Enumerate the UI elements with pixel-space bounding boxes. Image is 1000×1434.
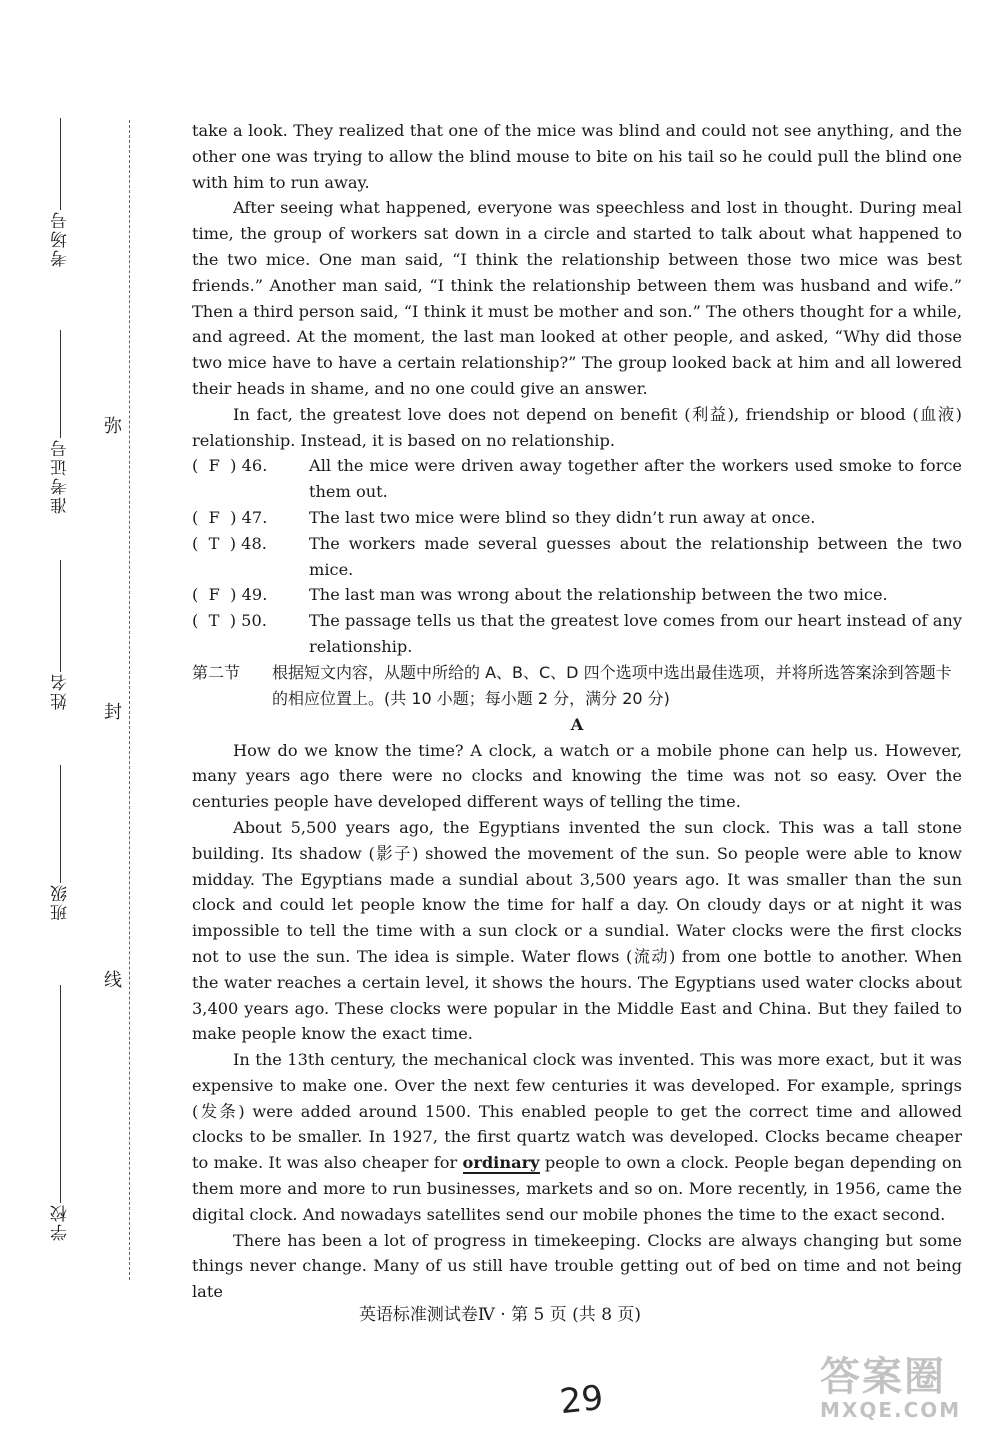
watermark-url: MXQE.COM: [820, 1398, 962, 1422]
tf-answer-mark: ( F ) 47.: [192, 507, 268, 527]
name-underline: [60, 560, 61, 672]
tf-answer-mark: ( F ) 49.: [192, 585, 268, 605]
school-field: [40, 985, 80, 1241]
tf-question-46: [192, 453, 962, 505]
school-label: 学校: [50, 1203, 71, 1241]
admission-no-field: [40, 330, 80, 514]
tf-question-50: [192, 608, 962, 660]
name-field: [40, 560, 80, 710]
section-two-instruction: [192, 660, 962, 712]
exam-room-field: [40, 118, 80, 267]
passage-a-paragraph-2: About 5,500 years ago, the Egyptians invented the sun clock. This was a tall stone building. Its shadow (影子) showed the movement of the sun. So people were able to know midday. The Egyptians made a sundial about 3,500 years ago. It was smaller than the sun clock and could let people know the time for half a day. On cloudy days or at night it was impossible to tell the time with a sun clock or a sundial. Water clocks were the first clocks not to use the sun. The idea is simple. Water flows (流动) from one bottle to another. When the water reaches a certain level, it shows the hours. The Egyptians used water clocks about 3,400 years ago. These clocks were popular in the Middle East and China. But they failed to make people know the exact time.: [192, 817, 962, 1044]
passage-continuation: take a look. They realized that one of the mice was blind and could not see anything, and the other one was trying to allow the blind mouse to bite on his tail so he could pull the blind one with him to run away.: [192, 121, 962, 192]
tf-question-text: The last two mice were blind so they didn’t run away at once.: [309, 507, 816, 527]
seal-char-xian: 线: [104, 970, 122, 991]
passage-a-title: A: [570, 714, 584, 734]
passage-a-paragraph-3: [192, 1047, 962, 1228]
tf-question-text: All the mice were driven away together after the workers used smoke to force them out.: [309, 456, 962, 502]
handwritten-page-number: 29: [558, 1377, 606, 1423]
seal-dashed-line: [129, 120, 130, 1280]
admission-no-underline: [60, 330, 61, 438]
tf-question-47: [192, 505, 962, 531]
class-label: 班级: [50, 883, 71, 921]
tf-question-text: The passage tells us that the greatest love comes from our heart instead of any relationship.: [309, 611, 962, 656]
tf-question-text: The last man was wrong about the relationship between the two mice.: [309, 585, 888, 605]
page-content: [192, 118, 962, 1305]
paragraph-text: In the 13th century, the mechanical clock was invented. This was more exact, but it was expensive to make one. Over the next few centuries it was developed. For example, springs (发条) were added around 1500. This enabled people to get the correct time and allowed clocks to be smaller. In 1927, the first quartz watch was developed. Clocks became cheaper to make. It was also cheaper for: [192, 1050, 962, 1173]
underlined-keyword: ordinary: [462, 1153, 540, 1173]
admission-no-label: 准考证号: [50, 438, 71, 514]
paragraph-text: people to own a clock. People began depending on them more and more to run businesses, markets and so on. More recently, in 1956, came the digital clock. And nowadays satellites send our mobile phones the time to the exact second.: [192, 1153, 962, 1224]
watermark-cn: 答案圈: [820, 1354, 946, 1400]
section-instruction-text: 根据短文内容，从题中所给的 A、B、C、D 四个选项中选出最佳选项，并将所选答案涂到答题卡的相应位置上。(共 10 小题；每小题 2 分，满分 20 分): [272, 662, 952, 708]
seal-char-feng: 封: [104, 702, 122, 723]
tf-question-text: The workers made several guesses about the relationship between the two mice.: [309, 533, 962, 579]
passage-paragraph: In fact, the greatest love does not depend on benefit (利益), friendship or blood (血液) relationship. Instead, it is based on no relationship.: [192, 404, 962, 450]
tf-answer-mark: ( T ) 48.: [192, 533, 267, 553]
seal-char-mi: 弥: [104, 416, 122, 437]
watermark-logo: [820, 1345, 990, 1425]
exam-room-label: 考场号: [50, 210, 71, 267]
passage-a-paragraph-1: How do we know the time? A clock, a watch or a mobile phone can help us. However, many years ago there were no clocks and knowing the time was not so easy. Over the centuries people have developed different ways of telling the time.: [192, 740, 962, 812]
tf-answer-mark: ( T ) 50.: [192, 611, 267, 631]
school-underline: [60, 985, 61, 1203]
exam-room-underline: [60, 118, 61, 210]
tf-question-49: [192, 582, 962, 608]
section-title: 第二节: [192, 662, 241, 682]
name-label: 姓名: [50, 672, 71, 710]
passage-paragraph: After seeing what happened, everyone was speechless and lost in thought. During meal time, the group of workers sat down in a circle and started to talk about what happened to the two mice. One man said, “I think the relationship between those two mice was best friends.” Another man said, “I think the relationship between them was husband and wife.” Then a third person said, “I think it must be mother and son.” The others thought for a while, and agreed. At the moment, the last man looked at other people, and asked, “Why did those two mice have to have a certain relationship?” The group looked back at him and all lowered their heads in shame, and no one could give an answer.: [192, 198, 962, 398]
passage-a-paragraph-4: There has been a lot of progress in timekeeping. Clocks are always changing but some things never change. Many of us still have trouble getting out of bed on time and not being late: [192, 1230, 962, 1302]
class-underline: [60, 765, 61, 883]
tf-question-48: [192, 531, 962, 583]
page-footer: 英语标准测试卷Ⅳ · 第 5 页 (共 8 页): [358, 1305, 642, 1325]
tf-answer-mark: ( F ) 46.: [192, 456, 268, 476]
class-field: [40, 765, 80, 921]
